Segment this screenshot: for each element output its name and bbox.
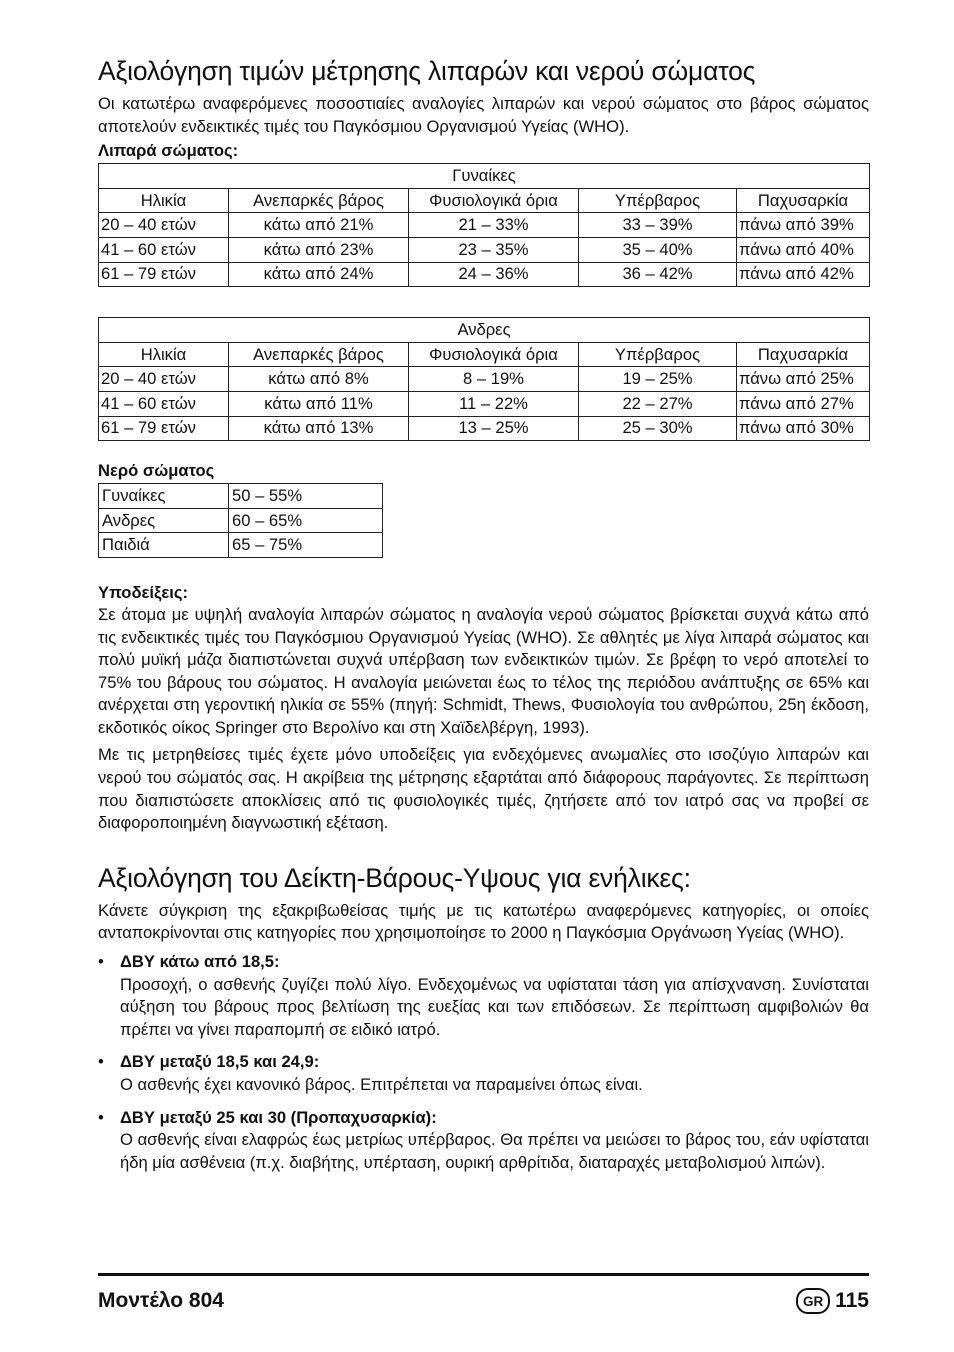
women-fat-table	[98, 163, 870, 287]
table-cell: 20 – 40 ετών	[99, 213, 229, 238]
table-cell: 23 – 35%	[409, 237, 579, 262]
bmi-category-text: Ο ασθενής έχει κανονικό βάρος. Επιτρέπεται να παραμείνει όπως είναι.	[120, 1075, 643, 1094]
column-header: Φυσιολογικά όρια	[409, 342, 579, 367]
list-item	[98, 1051, 869, 1096]
bmi-category-heading: ΔΒΥ κάτω από 18,5:	[120, 952, 280, 972]
table-cell: κάτω από 21%	[229, 213, 409, 238]
table-cell: 33 – 39%	[579, 213, 737, 238]
table-cell: 61 – 79 ετών	[99, 262, 229, 287]
table-row	[99, 367, 870, 392]
table-cell: Παιδιά	[99, 533, 229, 558]
table-cell: 41 – 60 ετών	[99, 237, 229, 262]
bullet-icon: •	[98, 1052, 104, 1072]
table-cell: 19 – 25%	[579, 367, 737, 392]
notes-paragraph: Με τις μετρηθείσες τιμές έχετε μόνο υποδείξεις για ενδεχόμενες ανωμαλίες στο ισοζύγιο λιπαρών και νερού του σώματός σας. Η ακρίβεια της μέτρησης εξαρτάται από διάφορους παράγοντες. Σε περίπτωση που διαπιστώσετε αποκλίσεις από τις φυσιολογικές τιμές, ζητήσετε από τον ιατρό σας να προβεί σε διαφοροποιημένη διαγνωστική εξέταση.	[98, 745, 869, 833]
table-cell: 61 – 79 ετών	[99, 416, 229, 441]
footer-divider	[98, 1273, 869, 1276]
bmi-category-text: Προσοχή, ο ασθενής ζυγίζει πολύ λίγο. Ενδεχομένως να υφίσταται τάση για απίσχνανση. Συνίσταται αύξηση του βάρους προς βελτίωση της ευεξίας και των επιδόσεων. Σε περίπτωση αμφιβολιών θα πρέπει να γίνει παραπομπή σε ειδικό ιατρό.	[120, 974, 869, 1039]
table-cell: 24 – 36%	[409, 262, 579, 287]
bmi-category-heading: ΔΒΥ μεταξύ 25 και 30 (Προπαχυσαρκία):	[120, 1107, 437, 1127]
bullet-icon: •	[98, 1107, 104, 1127]
men-fat-table	[98, 317, 870, 441]
column-header: Φυσιολογικά όρια	[409, 188, 579, 213]
table-row	[99, 391, 870, 416]
bmi-category-list	[98, 951, 869, 1174]
table-cell: πάνω από 25%	[737, 367, 870, 392]
column-header: Υπέρβαρος	[579, 188, 737, 213]
table-cell: πάνω από 42%	[737, 262, 870, 287]
table-cell: 20 – 40 ετών	[99, 367, 229, 392]
body-water-table	[98, 483, 383, 558]
table-cell: κάτω από 23%	[229, 237, 409, 262]
table-row	[99, 213, 870, 238]
table-cell: Γυναίκες	[99, 484, 229, 509]
footer-model: Μοντέλο 804	[98, 1289, 224, 1312]
table-cell: 35 – 40%	[579, 237, 737, 262]
notes-label: Υποδείξεις:	[98, 582, 189, 602]
table-cell: 13 – 25%	[409, 416, 579, 441]
table-row	[99, 237, 870, 262]
table-caption: Ανδρες	[99, 318, 870, 343]
table-cell: πάνω από 39%	[737, 213, 870, 238]
table-cell: 8 – 19%	[409, 367, 579, 392]
column-header: Παχυσαρκία	[737, 342, 870, 367]
table-row	[99, 262, 870, 287]
page-title: Αξιολόγηση τιμών μέτρησης λιπαρών και νερού σώματος	[98, 56, 756, 86]
bmi-category-heading: ΔΒΥ μεταξύ 18,5 και 24,9:	[120, 1052, 320, 1072]
column-header: Ηλικία	[99, 342, 229, 367]
intro-paragraph: Οι κατωτέρω αναφερόμενες ποσοστιαίες αναλογίες λιπαρών και νερού σώματος στο βάρος σώματος αποτελούν ενδεικτικές τιμές του Παγκόσμιου Οργανισμού Υγείας (WHO).	[98, 94, 869, 136]
bmi-intro-paragraph: Κάνετε σύγκριση της εξακριβωθείσας τιμής με τις κατωτέρω αναφερόμενες κατηγορίες, οι οποίες ανταποκρίνονται στις κατηγορίες που χρησιμοποίησε το 2000 η Παγκόσμια Οργάνωση Υγείας (WHO).	[98, 900, 869, 943]
table-cell: 25 – 30%	[579, 416, 737, 441]
column-header: Παχυσαρκία	[737, 188, 870, 213]
page-content	[98, 54, 869, 1184]
table-row	[99, 484, 383, 509]
section-title: Αξιολόγηση του Δείκτη-Βάρους-Υψους για ενήλικες:	[98, 862, 691, 893]
table-cell: κάτω από 8%	[229, 367, 409, 392]
bullet-icon: •	[98, 952, 104, 972]
bmi-category-text: Ο ασθενής είναι ελαφρώς έως μετρίως υπέρβαρος. Θα πρέπει να μειώσει το βάρος του, εάν υφίσταται ήδη μία ασθένεια (π.χ. διαβήτης, υπέρταση, ουρική αρθρίτιδα, διαταραχές μεταβολισμού λιπών).	[120, 1130, 869, 1172]
table-cell: κάτω από 11%	[229, 391, 409, 416]
column-header: Υπέρβαρος	[579, 342, 737, 367]
table-cell: 36 – 42%	[579, 262, 737, 287]
list-item	[98, 951, 869, 1041]
list-item	[98, 1107, 869, 1175]
table-row	[99, 416, 870, 441]
column-header: Ανεπαρκές βάρος	[229, 342, 409, 367]
table-cell: 65 – 75%	[229, 533, 383, 558]
table-caption: Γυναίκες	[99, 164, 870, 189]
table-cell: Ανδρες	[99, 508, 229, 533]
column-header: Ηλικία	[99, 188, 229, 213]
page-number: 115	[835, 1289, 869, 1312]
language-badge: GR	[796, 1288, 830, 1314]
footer-page-info	[796, 1288, 869, 1314]
table-row	[99, 508, 383, 533]
table-cell: πάνω από 27%	[737, 391, 870, 416]
table-cell: 50 – 55%	[229, 484, 383, 509]
table-cell: πάνω από 40%	[737, 237, 870, 262]
table-cell: 41 – 60 ετών	[99, 391, 229, 416]
table-cell: 11 – 22%	[409, 391, 579, 416]
table-cell: 21 – 33%	[409, 213, 579, 238]
table-cell: κάτω από 13%	[229, 416, 409, 441]
body-fat-label: Λιπαρά σώματος:	[98, 141, 239, 161]
table-cell: πάνω από 30%	[737, 416, 870, 441]
table-cell: κάτω από 24%	[229, 262, 409, 287]
column-header: Ανεπαρκές βάρος	[229, 188, 409, 213]
table-row	[99, 533, 383, 558]
notes-paragraph: Σε άτομα με υψηλή αναλογία λιπαρών σώματος η αναλογία νερού σώματος βρίσκεται συχνά κάτω από τις ενδεικτικές τιμές του Παγκόσμιου Οργανισμού Υγείας (WHO). Σε αθλητές με λίγα λιπαρά σώματος και πολύ μυϊκή μάζα διαπιστώνεται συχνά υπέρβαση των ενδεικτικών τιμών. Σε βρέφη το νερό αποτελεί το 75% του βάρους του σώματος. Η αναλογία μειώνεται έως το τέλος της περιόδου ανάπτυξης σε 65% και ανέρχεται στη γεροντική ηλικία σε 55% (πηγή: Schmidt, Thews, Φυσιολογία του ανθρώπου, 25η έκδοση, εκδοτικός οίκος Springer στο Βερολίνο και στη Χαϊδελβέργη, 1993).	[98, 604, 869, 737]
table-cell: 22 – 27%	[579, 391, 737, 416]
body-water-label: Νερό σώματος	[98, 461, 215, 481]
table-cell: 60 – 65%	[229, 508, 383, 533]
